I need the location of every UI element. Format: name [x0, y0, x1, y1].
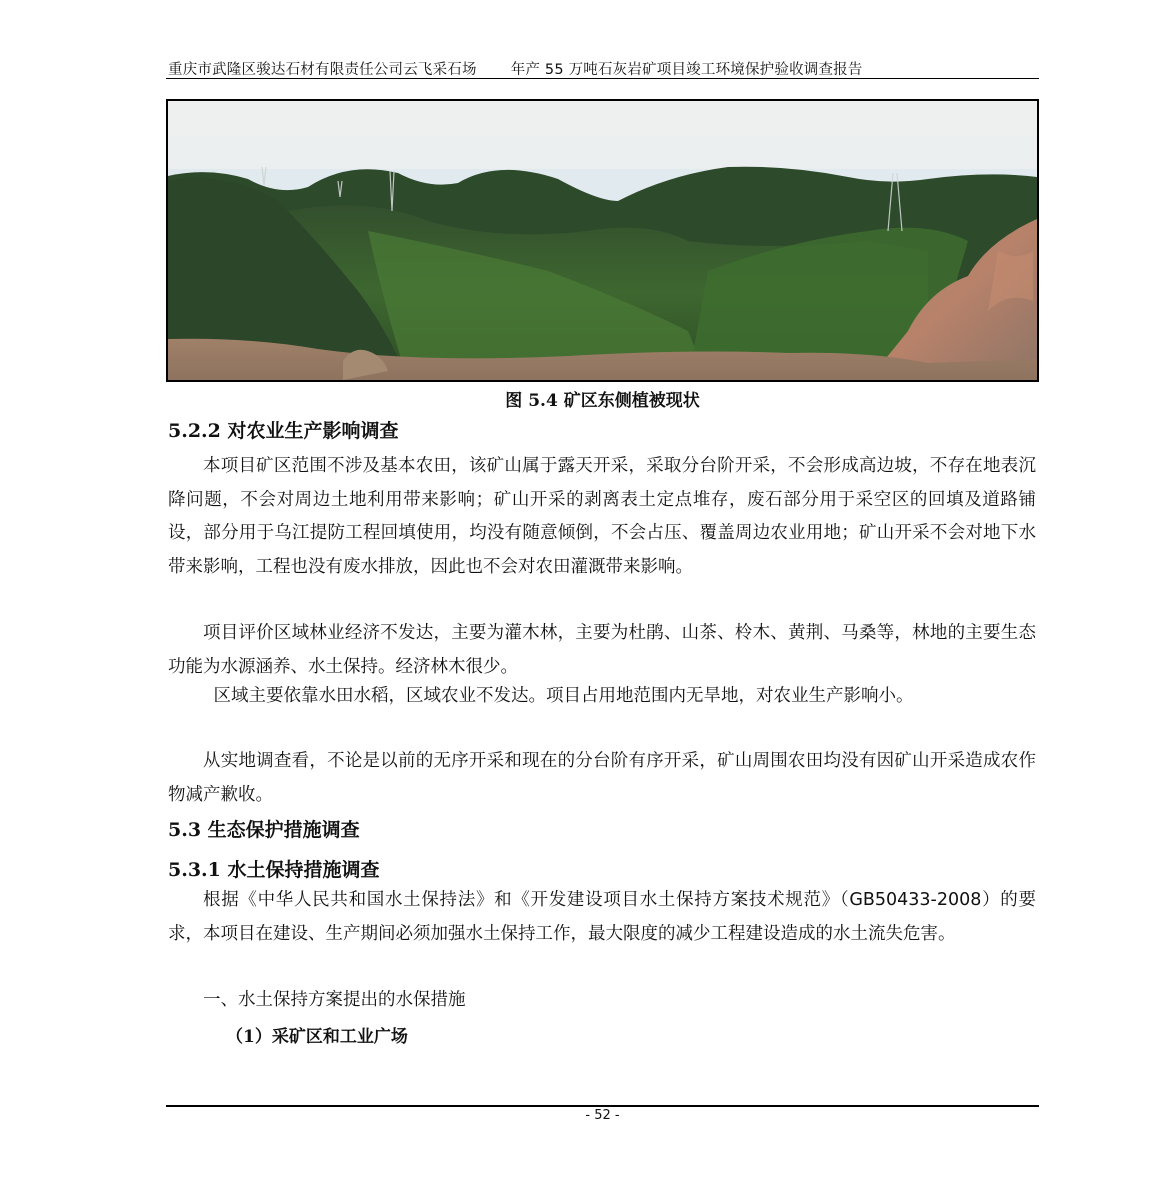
subheading-mining-area: （1）采矿区和工业广场: [226, 1027, 408, 1047]
header-report-title: 年产 55 万吨石灰岩矿项目竣工环境保护验收调查报告: [510, 62, 863, 78]
header-company: 重庆市武隆区骏达石材有限责任公司云飞采石场: [168, 62, 477, 78]
footer-rule: [166, 1105, 1039, 1107]
landscape-photo: [168, 101, 1037, 380]
paragraph: 一、水土保持方案提出的水保措施: [203, 990, 466, 1010]
page-number: - 52 -: [585, 1108, 620, 1123]
section-heading-5-2-2: 5.2.2 对农业生产影响调查: [168, 420, 399, 442]
paragraph: 根据《中华人民共和国水土保持法》和《开发建设项目水土保持方案技术规范》（GB50433-2008）的要求，本项目在建设、生产期间必须加强水土保持工作，最大限度的减少工程建设造成的水土流失危害。: [168, 890, 1036, 944]
section-heading-5-3-1: 5.3.1 水土保持措施调查: [168, 859, 380, 881]
running-header: [168, 58, 1038, 79]
paragraph: 项目评价区域林业经济不发达，主要为灌木林，主要为杜鹃、山茶、柃木、黄荆、马桑等，林地的主要生态功能为水源涵养、水土保持。经济林木很少。: [168, 623, 1036, 677]
figure-photo-east-vegetation: [166, 99, 1039, 382]
paragraph: 从实地调查看，不论是以前的无序开采和现在的分台阶有序开采，矿山周围农田均没有因矿山开采造成农作物减产歉收。: [168, 751, 1036, 805]
header-rule: [166, 78, 1039, 79]
paragraph: 区域主要依靠水田水稻，区域农业不发达。项目占用地范围内无旱地，对农业生产影响小。: [213, 686, 914, 706]
paragraph: 本项目矿区范围不涉及基本农田，该矿山属于露天开采，采取分台阶开采，不会形成高边坡，不存在地表沉降问题，不会对周边土地利用带来影响；矿山开采的剥离表土定点堆存，废石部分用于采空区的回填及道路铺设，部分用于乌江提防工程回填使用，均没有随意倾倒，不会占压、覆盖周边农业用地；矿山开采不会对地下水带来影响，工程也没有废水排放，因此也不会对农田灌溉带来影响。: [168, 456, 1036, 577]
figure-caption: 图 5.4 矿区东侧植被现状: [505, 391, 700, 411]
section-heading-5-3: 5.3 生态保护措施调查: [168, 819, 360, 841]
